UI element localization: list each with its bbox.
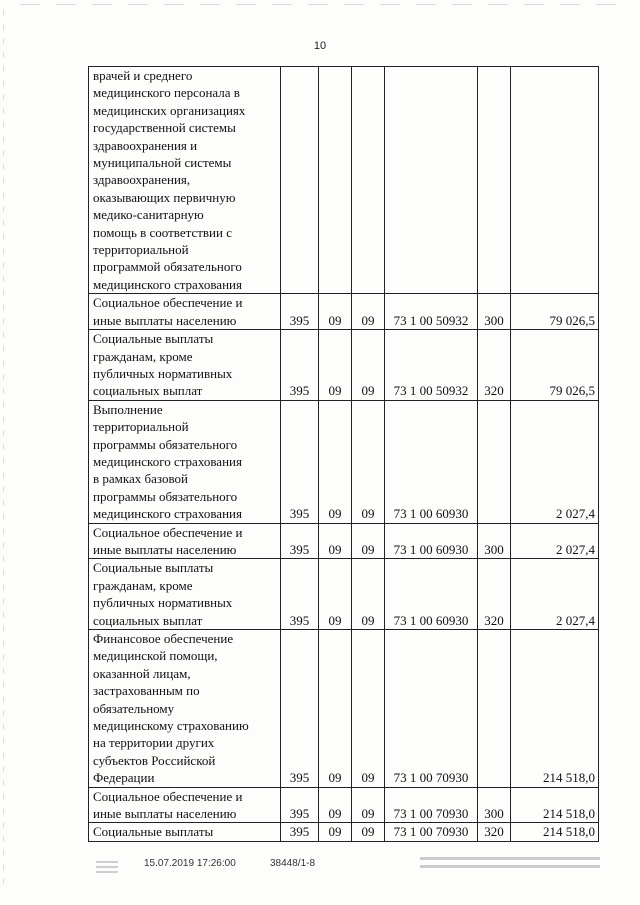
- description-line: Финансовое обеспечение: [93, 631, 234, 646]
- amount-cell: 214 518,0: [511, 630, 599, 788]
- ministry-code-cell: 395: [281, 559, 319, 630]
- target-article-cell: 73 1 00 50932: [385, 330, 478, 401]
- description-line: Социальное обеспечение и: [93, 295, 243, 311]
- description-line: программы обязательного: [93, 436, 238, 452]
- table-row: [89, 67, 599, 294]
- amount-cell: 79 026,5: [511, 294, 599, 330]
- amount-cell: 2 027,4: [511, 523, 599, 559]
- description-cell: [89, 400, 281, 523]
- section-code-cell: 09: [319, 523, 352, 559]
- description-line: гражданам, кроме: [93, 348, 193, 364]
- section-code-cell: 09: [319, 330, 352, 401]
- description-line: медицинскому страхованию: [93, 718, 249, 734]
- target-article-cell: 73 1 00 50932: [385, 294, 478, 330]
- description-line: оказанной лицам,: [93, 665, 191, 681]
- ministry-code-cell: 395: [281, 523, 319, 559]
- subsection-code-cell: 09: [352, 559, 385, 630]
- description-line: иные выплаты населению: [93, 312, 237, 328]
- description-line: социальных выплат: [93, 383, 203, 399]
- description-line: государственной системы: [93, 120, 236, 136]
- description-line: территориальной: [93, 419, 189, 435]
- description-line: врачей и среднего: [93, 68, 193, 83]
- target-article-cell: 73 1 00 60930: [385, 559, 478, 630]
- subsection-code-cell: 09: [352, 630, 385, 788]
- description-line: Социальные выплаты: [93, 824, 214, 840]
- description-line: Социальные выплаты: [93, 331, 214, 347]
- amount-cell: 79 026,5: [511, 330, 599, 401]
- description-line: в рамках базовой: [93, 471, 188, 487]
- subsection-code-cell: 09: [352, 823, 385, 841]
- description-line: Выполнение: [93, 401, 163, 417]
- expense-type-cell: [478, 630, 511, 788]
- ministry-code-cell: 395: [281, 400, 319, 523]
- ministry-code-cell: 395: [281, 787, 319, 823]
- page-number: 10: [313, 40, 327, 52]
- description-line: социальных выплат: [93, 612, 203, 628]
- description-cell: [89, 559, 281, 630]
- description-line: обязательному: [93, 700, 175, 716]
- scan-mark: [96, 858, 118, 874]
- description-line: Социальное обеспечение и: [93, 524, 243, 540]
- section-code-cell: 09: [319, 630, 352, 788]
- subsection-code-cell: 09: [352, 787, 385, 823]
- description-line: застрахованным по: [93, 683, 200, 699]
- expense-type-cell: 300: [478, 523, 511, 559]
- ministry-code-cell: 395: [281, 823, 319, 841]
- description-line: здравоохранения,: [93, 172, 191, 188]
- expense-type-cell: 320: [478, 823, 511, 841]
- description-line: гражданам, кроме: [93, 577, 193, 593]
- target-article-cell: 73 1 00 70930: [385, 787, 478, 823]
- footer-document-id: 38448/1-8: [270, 858, 316, 869]
- section-code-cell: [319, 67, 352, 294]
- description-cell: [89, 523, 281, 559]
- amount-cell: 214 518,0: [511, 823, 599, 841]
- description-line: медицинского страхования: [93, 276, 242, 292]
- description-line: помощь в соответствии с: [93, 224, 232, 240]
- subsection-code-cell: [352, 67, 385, 294]
- section-code-cell: 09: [319, 400, 352, 523]
- description-line: медицинского страхования: [93, 506, 242, 522]
- description-line: иные выплаты населению: [93, 806, 237, 822]
- description-cell: [89, 787, 281, 823]
- subsection-code-cell: 09: [352, 330, 385, 401]
- ministry-code-cell: 395: [281, 330, 319, 401]
- expense-type-cell: 320: [478, 559, 511, 630]
- description-cell: [89, 823, 281, 841]
- description-line: Федерации: [93, 770, 155, 786]
- description-cell: [89, 630, 281, 788]
- target-article-cell: 73 1 00 60930: [385, 523, 478, 559]
- expense-type-cell: 300: [478, 787, 511, 823]
- expense-type-cell: 320: [478, 330, 511, 401]
- ministry-code-cell: 395: [281, 630, 319, 788]
- target-article-cell: 73 1 00 60930: [385, 400, 478, 523]
- table-row: [89, 787, 599, 823]
- table-row: [89, 330, 599, 401]
- expense-type-cell: [478, 400, 511, 523]
- ministry-code-cell: [281, 67, 319, 294]
- description-line: Социальные выплаты: [93, 560, 214, 576]
- section-code-cell: 09: [319, 787, 352, 823]
- description-line: субъектов Российской: [93, 752, 216, 768]
- scan-edge-top: [20, 4, 620, 5]
- description-line: территориальной: [93, 242, 189, 258]
- description-line: программы обязательного: [93, 488, 238, 504]
- ministry-code-cell: 395: [281, 294, 319, 330]
- description-line: медицинского персонала в: [93, 85, 240, 101]
- description-line: медицинских организациях: [93, 102, 246, 118]
- description-line: публичных нормативных: [93, 595, 233, 611]
- description-line: публичных нормативных: [93, 365, 233, 381]
- description-line: иные выплаты населению: [93, 541, 237, 557]
- target-article-cell: [385, 67, 478, 294]
- description-line: программой обязательного: [93, 259, 242, 275]
- expense-type-cell: 300: [478, 294, 511, 330]
- table-row: [89, 400, 599, 523]
- table-row: [89, 823, 599, 841]
- table-row: [89, 294, 599, 330]
- expense-type-cell: [478, 67, 511, 294]
- amount-cell: 214 518,0: [511, 787, 599, 823]
- section-code-cell: 09: [319, 559, 352, 630]
- target-article-cell: 73 1 00 70930: [385, 823, 478, 841]
- amount-cell: [511, 67, 599, 294]
- description-line: медицинского страхования: [93, 453, 242, 469]
- table-row: [89, 630, 599, 788]
- footer-timestamp: 15.07.2019 17:26:00: [144, 858, 236, 869]
- section-code-cell: 09: [319, 294, 352, 330]
- description-line: Социальное обеспечение и: [93, 788, 243, 804]
- description-line: медицинской помощи,: [93, 648, 218, 664]
- amount-cell: 2 027,4: [511, 559, 599, 630]
- description-line: оказывающих первичную: [93, 189, 236, 205]
- budget-table: [88, 66, 599, 842]
- subsection-code-cell: 09: [352, 294, 385, 330]
- description-line: здравоохранения и: [93, 137, 198, 153]
- faded-stamp: [420, 852, 600, 878]
- description-line: медико-санитарную: [93, 207, 204, 223]
- description-cell: [89, 294, 281, 330]
- description-line: муниципальной системы: [93, 155, 232, 171]
- budget-table-body: [89, 67, 599, 842]
- description-cell: [89, 330, 281, 401]
- subsection-code-cell: 09: [352, 523, 385, 559]
- scan-edge-left: [3, 10, 4, 890]
- table-row: [89, 523, 599, 559]
- table-row: [89, 559, 599, 630]
- target-article-cell: 73 1 00 70930: [385, 630, 478, 788]
- description-cell: [89, 67, 281, 294]
- description-line: на территории других: [93, 735, 215, 751]
- amount-cell: 2 027,4: [511, 400, 599, 523]
- section-code-cell: 09: [319, 823, 352, 841]
- subsection-code-cell: 09: [352, 400, 385, 523]
